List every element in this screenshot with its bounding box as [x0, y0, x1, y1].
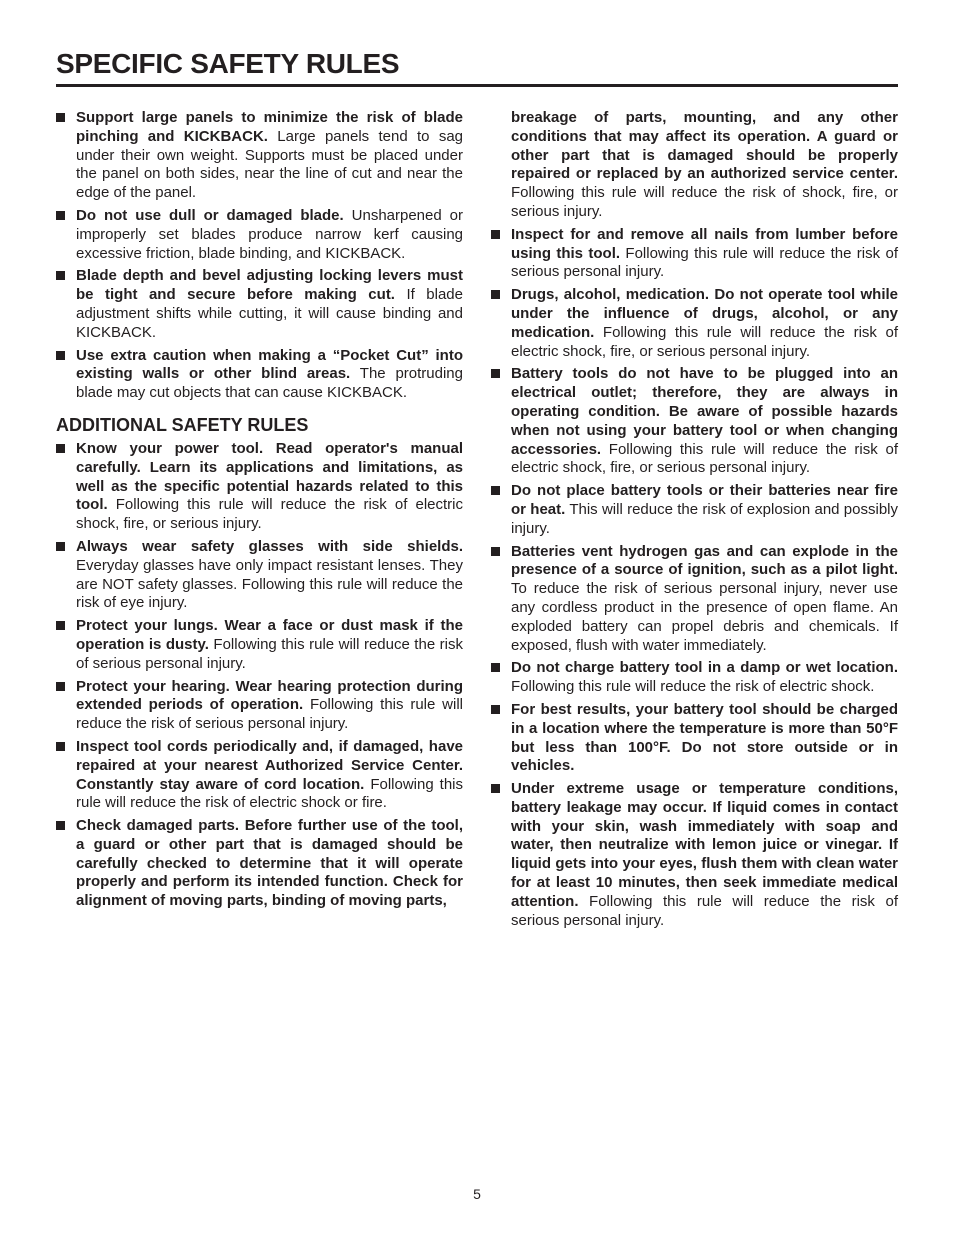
rule-bold-text: Know your power tool. Read operator's manual carefully. Learn its applications and limitations, as well as the specific potential hazards related to this tool. [76, 439, 463, 514]
rule-bold-text: Use extra caution when making a “Pocket Cut” into existing walls or other blind areas. [76, 346, 463, 383]
rule-bold-text: Do not charge battery tool in a damp or wet location. [511, 659, 898, 677]
rule-normal-text: Following this rule will reduce the risk of serious personal injury. [511, 892, 898, 929]
continued-rule-bold: breakage of parts, mounting, and any other conditions that may affect its operation. A guard or other part that is damaged should be properly repaired or replaced by an authorized service center. [511, 109, 898, 183]
safety-rule-item [56, 440, 463, 534]
specific-rules-list [56, 109, 463, 403]
rule-normal-text: This will reduce the risk of explosion and possibly injury. [511, 500, 898, 537]
additional-safety-heading: ADDITIONAL SAFETY RULES [56, 414, 309, 435]
rule-normal-text: Large panels tend to sag under their own weight. Supports must be placed under the panel on both sides, near the line of cut and near the edge of the panel. [76, 127, 464, 202]
rule-bold-text: Do not place battery tools or their batteries near fire or heat. [511, 482, 898, 518]
safety-rule-item [56, 678, 463, 734]
square-bullet-icon [491, 486, 500, 495]
page-title: SPECIFIC SAFETY RULES [56, 48, 400, 79]
rule-normal-text: Following this rule will reduce the risk of electric shock, fire, or serious personal injury. [511, 440, 898, 477]
rule-normal-text: If blade adjustment shifts while cutting, it will cause binding and KICKBACK. [76, 286, 463, 341]
square-bullet-icon [56, 444, 65, 453]
rule-bold-text: Batteries vent hydrogen gas and can explode in the presence of a source of ignition, such as a pilot light. [511, 542, 898, 579]
safety-rule-item [491, 226, 898, 282]
square-bullet-icon [56, 211, 65, 220]
rule-bold-text: Inspect for and remove all nails from lumber before using this tool. [511, 225, 898, 262]
safety-rule-item [491, 659, 898, 697]
safety-rule-item [56, 267, 463, 342]
safety-rule-item [56, 817, 463, 911]
rule-bold-text: Inspect tool cords periodically and, if damaged, have repaired at your nearest Authorized Service Center. Constantly stay aware of cord location. [76, 737, 463, 793]
square-bullet-icon [491, 784, 500, 793]
continued-rule-normal: Following this rule will reduce the risk of shock, fire, or serious injury. [511, 184, 898, 220]
square-bullet-icon [56, 271, 65, 280]
square-bullet-icon [56, 682, 65, 691]
rule-normal-text: Everyday glasses have only impact resistant lenses. They are NOT safety glasses. Following this rule will reduce the risk of eye injury. [76, 556, 463, 612]
square-bullet-icon [56, 351, 65, 360]
rule-normal-text: To reduce the risk of serious personal injury, never use any cordless product in the presence of open flame. An exploded battery can propel debris and chemicals. If exposed, flush with water immediately. [511, 580, 898, 654]
rule-bold-text: Protect your hearing. Wear hearing protection during extended periods of operation. [76, 677, 463, 714]
square-bullet-icon [491, 547, 500, 556]
additional-rules-right-list [491, 226, 898, 931]
rule-normal-text: Following this rule will reduce the risk of serious personal injury. [511, 244, 898, 281]
square-bullet-icon [491, 230, 500, 239]
rule-bold-text: Battery tools do not have to be plugged into an electrical outlet; therefore, they are always in operating condition. Be aware of possible hazards when not using your battery tool or when changing accessories. [511, 365, 898, 458]
square-bullet-icon [56, 542, 65, 551]
safety-rule-item [56, 109, 463, 203]
safety-rule-item [491, 701, 898, 776]
rule-normal-text: Following this rule will reduce the risk of electric shock or fire. [76, 775, 464, 812]
rule-normal-text: Unsharpened or improperly set blades produce narrow kerf causing excessive friction, blade binding, and KICKBACK. [76, 206, 463, 262]
rule-normal-text: Following this rule will reduce the risk of serious personal injury. [76, 696, 463, 733]
rule-normal-text: Following this rule will reduce the risk of electric shock, fire, or serious injury. [76, 496, 463, 533]
square-bullet-icon [491, 705, 500, 714]
rule-bold-text: Under extreme usage or temperature conditions, battery leakage may occur. If liquid comes in contact with your skin, wash immediately with soap and water, then neutralize with lemon juice or vinegar. If liquid gets into your eyes, flush them with clean water for at least 10 minutes, then seek immediate medical attention. [511, 780, 898, 910]
rule-bold-text: Protect your lungs. Wear a face or dust mask if the operation is dusty. [76, 617, 463, 653]
safety-rule-item [491, 482, 898, 538]
safety-rule-item [491, 780, 898, 930]
right-column [491, 109, 898, 934]
rule-normal-text: The protruding blade may cut objects that can cause KICKBACK. [76, 365, 463, 402]
square-bullet-icon [56, 821, 65, 830]
rule-bold-text: Do not use dull or damaged blade. [76, 206, 344, 224]
safety-rule-item [491, 365, 898, 478]
page-number: 5 [473, 1186, 481, 1202]
safety-rule-item [56, 738, 463, 813]
title-rule [56, 84, 898, 87]
rule-bold-text: Drugs, alcohol, medication. Do not operate tool while under the influence of drugs, alcohol, or any medication. [511, 286, 898, 341]
rule-normal-text: Following this rule will reduce the risk of electric shock. [511, 678, 875, 696]
rule-bold-text: For best results, your battery tool should be charged in a location where the temperature is more than 50°F but less than 100°F. Do not store outside or in vehicles. [511, 700, 898, 775]
rule-bold-text: Check damaged parts. Before further use of the tool, a guard or other part that is damaged should be carefully checked to determine that it will operate properly and perform its intended function. Check for alignment of moving parts, binding of moving parts, [76, 817, 463, 910]
safety-rule-item [56, 617, 463, 673]
safety-rule-item [491, 543, 898, 656]
rule-bold-text: Support large panels to minimize the risk of blade pinching and KICKBACK. [76, 109, 463, 145]
rule-normal-text: Following this rule will reduce the risk of electric shock, fire, or serious personal injury. [511, 323, 898, 360]
safety-rule-item [56, 207, 463, 263]
left-column [56, 109, 463, 915]
square-bullet-icon [56, 742, 65, 751]
continued-rule-text [491, 109, 898, 222]
safety-rule-item [56, 538, 463, 613]
square-bullet-icon [56, 113, 65, 122]
safety-rule-item [491, 286, 898, 361]
rule-bold-text: Always wear safety glasses with side shields. [76, 537, 463, 555]
square-bullet-icon [491, 369, 500, 378]
square-bullet-icon [56, 621, 65, 630]
square-bullet-icon [491, 290, 500, 299]
additional-rules-left-list [56, 440, 463, 911]
rule-bold-text: Blade depth and bevel adjusting locking levers must be tight and secure before making cut. [76, 267, 463, 304]
square-bullet-icon [491, 663, 500, 672]
safety-rule-item [56, 347, 463, 403]
rule-normal-text: Following this rule will reduce the risk of serious personal injury. [76, 635, 463, 672]
